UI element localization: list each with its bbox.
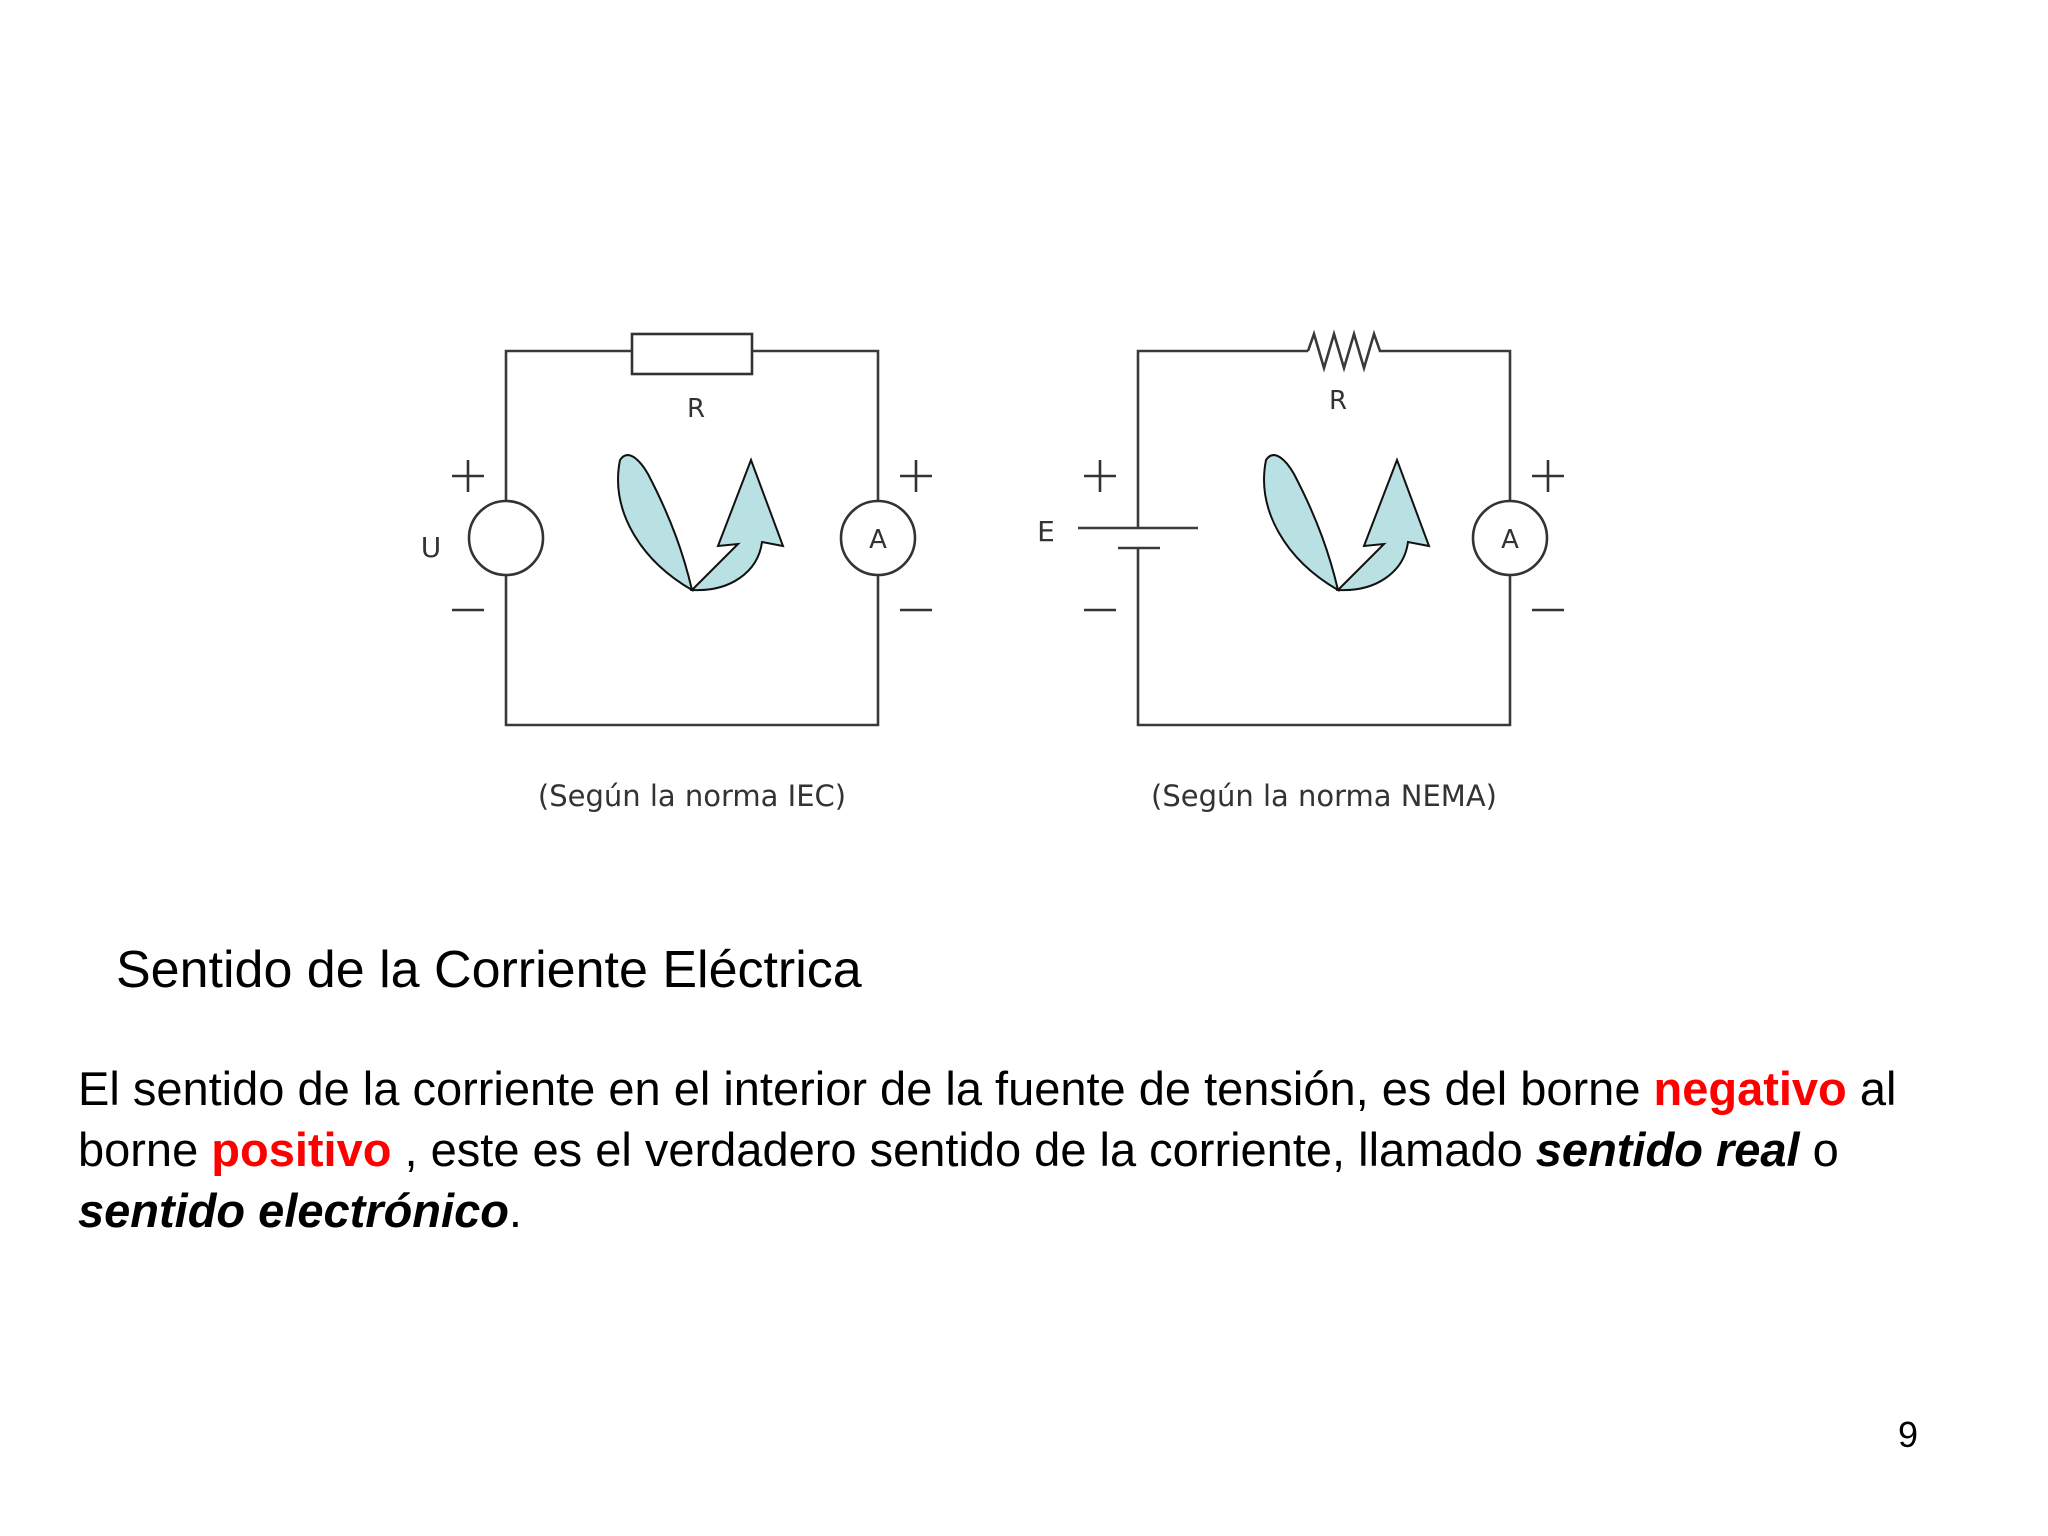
plus-sign-icon — [1532, 460, 1564, 492]
current-direction-arrow-icon — [618, 455, 783, 590]
section-title: Sentido de la Corriente Eléctrica — [116, 941, 862, 999]
nema-resistor-label: R — [1328, 386, 1348, 416]
iec-caption: (Según la norma IEC) — [537, 779, 847, 813]
body-text-3: , este es el verdadero sentido de la corriente, llamado — [391, 1123, 1536, 1176]
highlight-positivo: positivo — [211, 1123, 392, 1176]
term-sentido-real: sentido real — [1535, 1123, 1800, 1176]
plus-sign-icon — [1084, 460, 1116, 492]
iec-source-label: U — [420, 531, 442, 564]
page-number: 9 — [1898, 1414, 1919, 1455]
body-text-5: . — [508, 1184, 522, 1237]
voltage-source-icon — [469, 501, 543, 575]
body-text-1: El sentido de la corriente en el interior de la fuente de tensión, es del borne — [78, 1062, 1654, 1115]
highlight-negativo: negativo — [1653, 1062, 1847, 1115]
nema-meter-label: A — [1501, 525, 1519, 555]
plus-sign-icon — [900, 460, 932, 492]
body-paragraph — [78, 1058, 1978, 1241]
nema-source-label: E — [1037, 515, 1055, 548]
nema-circuit — [1037, 334, 1564, 813]
body-text-4: o — [1799, 1123, 1839, 1176]
iec-resistor-label: R — [686, 394, 706, 424]
iec-meter-label: A — [869, 525, 887, 555]
resistor-box-icon — [632, 334, 752, 374]
plus-sign-icon — [452, 460, 484, 492]
resistor-zigzag-icon — [1308, 334, 1386, 368]
iec-circuit — [421, 334, 932, 813]
term-sentido-electronico: sentido electrónico — [78, 1184, 509, 1237]
current-direction-arrow-icon — [1264, 455, 1429, 590]
body-text-2: al borne — [78, 1062, 1897, 1176]
nema-wire — [1138, 351, 1510, 725]
nema-caption: (Según la norma NEMA) — [1151, 779, 1497, 813]
battery-icon — [1078, 528, 1198, 548]
